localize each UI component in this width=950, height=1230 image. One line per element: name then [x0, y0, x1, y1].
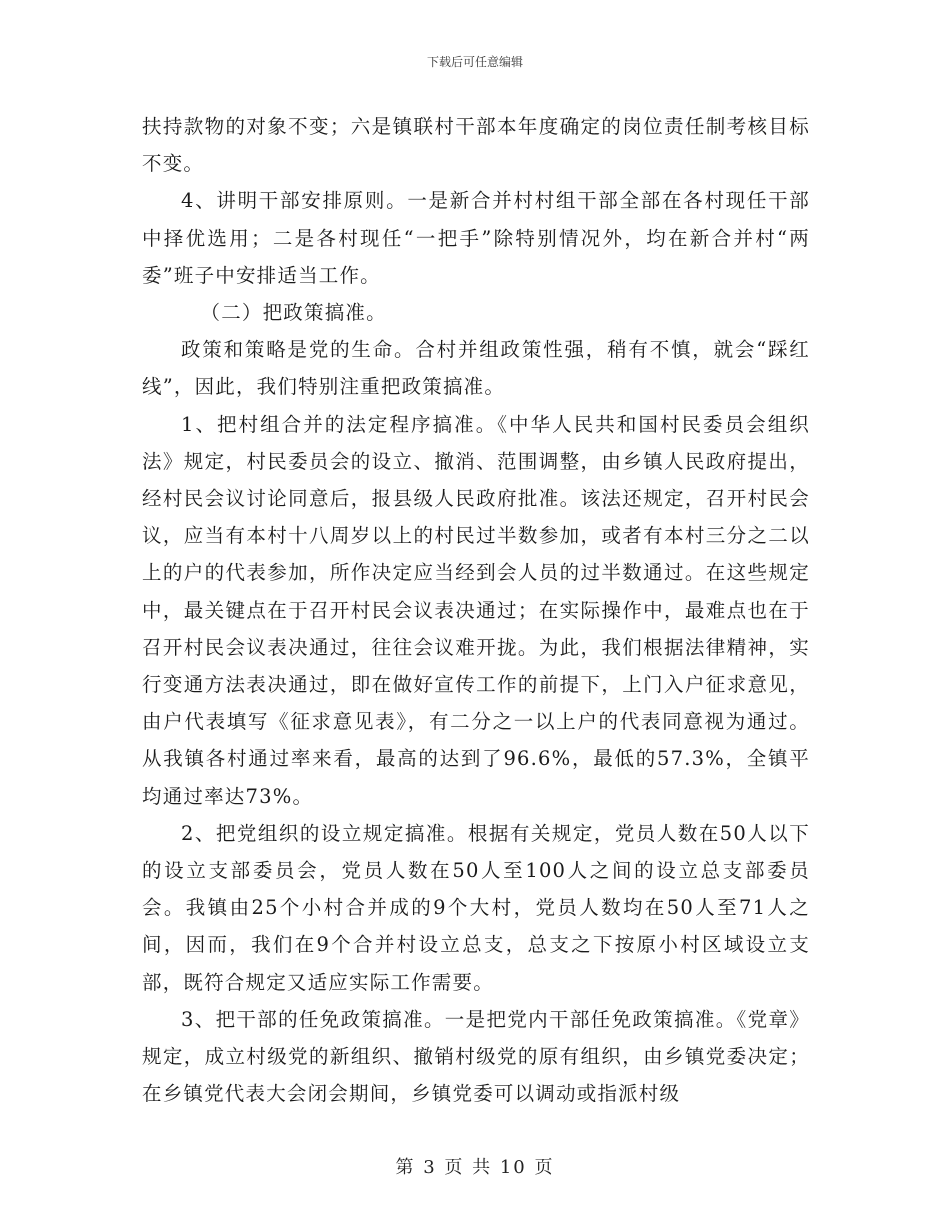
- paragraph-continuation: 扶持款物的对象不变；六是镇联村干部本年度确定的岗位责任制考核目标不变。: [142, 115, 810, 176]
- document-body: [142, 108, 810, 1112]
- paragraph-item-4: 4、讲明干部安排原则。一是新合并村村组干部全部在各村现任干部中择优选用；二是各村现任“一把手”除特别情况外，均在新合并村“两委”班子中安排适当工作。: [142, 189, 810, 287]
- paragraph-item-3: 3、把干部的任免政策搞准。一是把党内干部任免政策搞准。《党章》规定，成立村级党的新组织、撤销村级党的原有组织，由乡镇党委决定；在乡镇党代表大会闭会期间，乡镇党委可以调动或指派村级: [142, 1007, 810, 1106]
- section-heading: （二）把政策搞准。: [200, 301, 387, 325]
- page-number-footer: 第 3 页 共 10 页: [395, 1157, 555, 1178]
- paragraph-item-1: 1、把村组合并的法定程序搞准。《中华人民共和国村民委员会组织法》规定，村民委员会的设立、撤消、范围调整，由乡镇人民政府提出，经村民会议讨论同意后，报县级人民政府批准。该法还规定，召开村民会议，应当有本村十八周岁以上的村民过半数参加，或者有本村三分之二以上的户的代表参加，所作决定应当经到会人员的过半数通过。在这些规定中，最关键点在于召开村民会议表决通过；在实际操作中，最难点也在于召开村民会议表决通过，往往会议难开拢。为此，我们根据法律精神，实行变通方法表决通过，即在做好宣传工作的前提下，上门入户征求意见，由户代表填写《征求意见表》，有二分之一以上户的代表同意视为通过。从我镇各村通过率来看，最高的达到了96.6%，最低的57.3%，全镇平均通过率达73%。: [142, 412, 810, 808]
- paragraph-item-2: 2、把党组织的设立规定搞准。根据有关规定，党员人数在50人以下的设立支部委员会，党员人数在50人至100人之间的设立总支部委员会。我镇由25个小村合并成的9个大村，党员人数均在50人至71人之间，因而，我们在9个合并村设立总支，总支之下按原小村区域设立支部，既符合规定又适应实际工作需要。: [142, 821, 810, 994]
- paragraph-intro: 政策和策略是党的生命。合村并组政策性强，稍有不慎，就会“踩红线”，因此，我们特别注重把政策搞准。: [142, 338, 810, 399]
- page-header: 下载后可任意编辑: [426, 55, 523, 69]
